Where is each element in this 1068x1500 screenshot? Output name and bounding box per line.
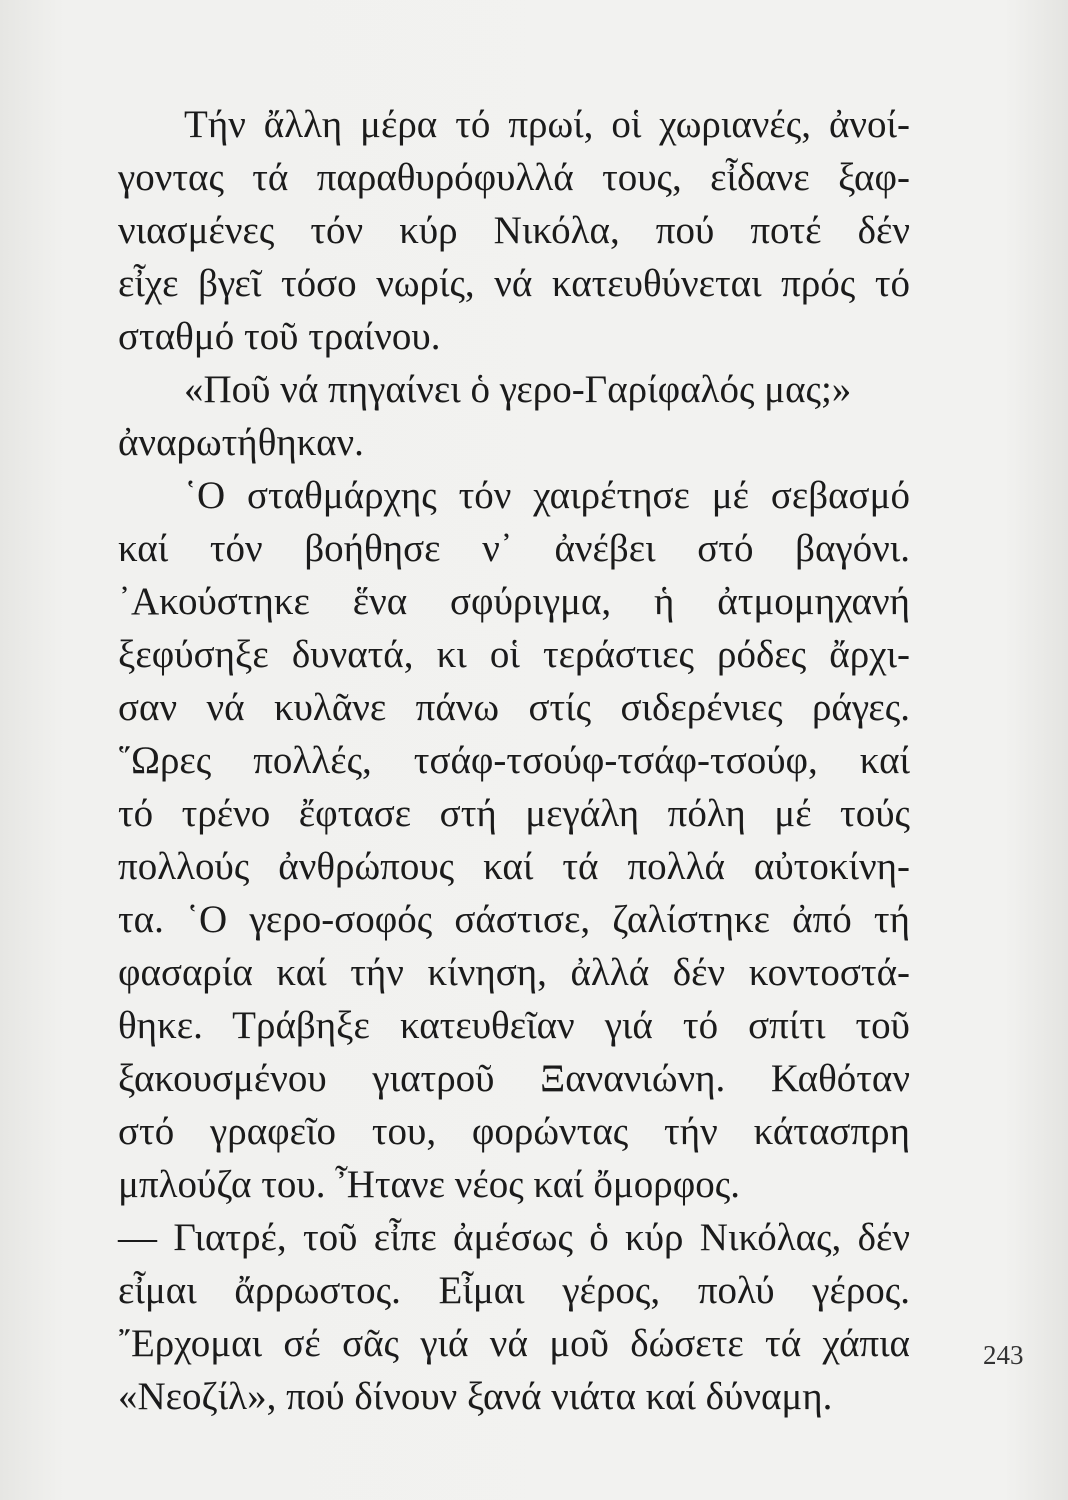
text-line: σαν νά κυλᾶνε πάνω στίς σιδερένιες ράγες.	[118, 686, 910, 729]
text-line: σταθμό τοῦ τραίνου.	[118, 315, 441, 358]
page-number: 243	[983, 1340, 1024, 1370]
text-line: «Νεοζίλ», πού δίνουν ξανά νιάτα καί δύναμη.	[118, 1375, 833, 1418]
text-line: μπλούζα του. Ἦτανε νέος καί ὄμορφος.	[118, 1163, 740, 1206]
text-line: Τήν ἄλλη μέρα τό πρωί, οἱ χωριανές, ἀνοί-	[184, 103, 910, 146]
page-text	[118, 98, 910, 1423]
text-line: τα. ῾Ο γερο-σοφός σάστισε, ζαλίστηκε ἀπό τή	[118, 898, 910, 941]
text-line: πολλούς ἀνθρώπους καί τά πολλά αὐτοκίνη-	[118, 845, 910, 888]
text-line: ῎Ερχομαι σέ σᾶς γιά νά μοῦ δώσετε τά χάπια	[118, 1322, 910, 1365]
text-line: τό τρένο ἔφτασε στή μεγάλη πόλη μέ τούς	[118, 792, 910, 835]
text-line: εἶχε βγεῖ τόσο νωρίς, νά κατευθύνεται πρός τό	[118, 262, 910, 305]
text-line: — Γιατρέ, τοῦ εἶπε ἀμέσως ὁ κύρ Νικόλας, δέν	[118, 1216, 910, 1259]
text-line: ᾽Ακούστηκε ἕνα σφύριγμα, ἡ ἀτμομηχανή	[118, 580, 910, 623]
text-line: ῞Ωρες πολλές, τσάφ-τσούφ-τσάφ-τσούφ, καί	[118, 739, 910, 782]
text-line: φασαρία καί τήν κίνηση, ἀλλά δέν κοντοστά-	[118, 951, 910, 994]
text-line: γοντας τά παραθυρόφυλλά τους, εἶδανε ξαφ-	[118, 156, 910, 199]
text-line: νιασμένες τόν κύρ Νικόλα, πού ποτέ δέν	[118, 209, 910, 252]
text-line: στό γραφεῖο του, φορώντας τήν κάτασπρη	[118, 1110, 910, 1153]
text-line: ξακουσμένου γιατροῦ Ξανανιώνη. Καθόταν	[118, 1057, 910, 1100]
text-line: ῾Ο σταθμάρχης τόν χαιρέτησε μέ σεβασμό	[184, 474, 910, 517]
text-line: καί τόν βοήθησε ν᾽ ἀνέβει στό βαγόνι.	[118, 527, 910, 570]
text-line: εἶμαι ἄρρωστος. Εἶμαι γέρος, πολύ γέρος.	[118, 1269, 910, 1312]
text-line: «Ποῦ νά πηγαίνει ὁ γερο-Γαρίφαλός μας;»	[184, 368, 852, 411]
text-line: ξεφύσηξε δυνατά, κι οἱ τεράστιες ρόδες ἄρχι-	[118, 633, 910, 676]
text-line: ἀναρωτήθηκαν.	[118, 421, 364, 464]
text-line: θηκε. Τράβηξε κατευθεῖαν γιά τό σπίτι τοῦ	[118, 1004, 910, 1047]
